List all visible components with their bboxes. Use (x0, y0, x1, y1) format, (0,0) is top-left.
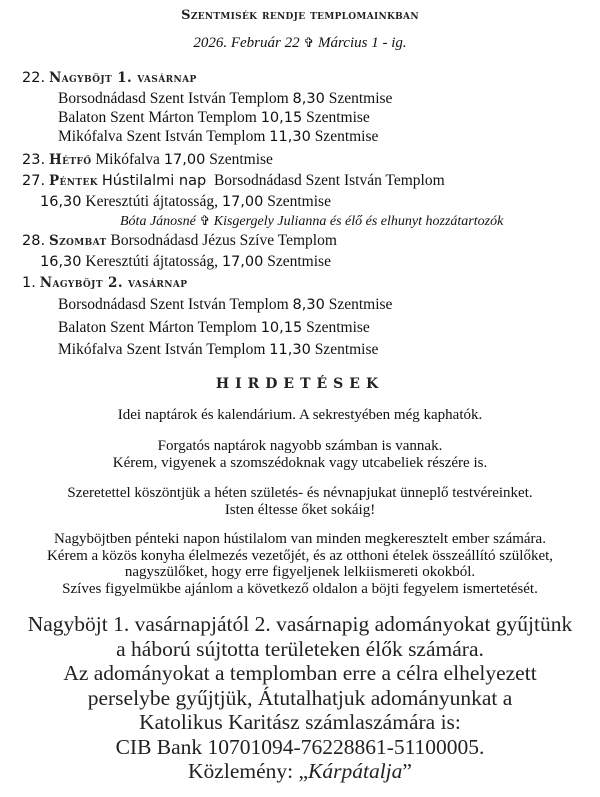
mass-entry (58, 295, 392, 315)
mass-time: 11,30 (269, 129, 311, 145)
schedule-day-1 (22, 273, 187, 293)
announcement-line: Idei naptárok és kalendárium. A sekrestyében még kaphatók. (117, 407, 483, 423)
donation-line: Az adományokat a templomban erre a célra elhelyezett (63, 661, 537, 685)
mass-label: Szentmise (267, 253, 331, 270)
announcement (0, 407, 600, 424)
mass-time: 11,30 (269, 342, 311, 358)
donation-line: Nagyböjt 1. vasárnapjától 2. vasárnapig adományokat gyűjtünk (27, 612, 573, 636)
donation-memo (0, 759, 600, 784)
day-name: Nagyböjt 2. vasárnap (39, 275, 188, 291)
schedule-day-27 (22, 171, 445, 191)
mass-time: 8,30 (292, 297, 325, 313)
announcement-line: Isten éltesse őket sokáig! (224, 501, 376, 518)
mass-label: Keresztúti ájtatosság, (85, 193, 218, 210)
mass-time: 10,15 (260, 110, 303, 126)
mass-entry (40, 252, 331, 272)
day-number: 27. (22, 173, 46, 189)
day-name: Hétfő (48, 152, 92, 168)
memo-close: ” (402, 759, 412, 783)
mass-entry (58, 340, 378, 360)
date-from: 2026. Február 22 (193, 35, 300, 51)
page-title: Szentmisék rendje templomainkban (181, 8, 419, 23)
day-name: Szombat (48, 233, 107, 249)
day-note: Hústilalmi nap (101, 173, 207, 189)
mass-place: Mikófalva (95, 151, 160, 168)
announcement (0, 438, 600, 471)
mass-time: 17,00 (221, 194, 264, 210)
mass-intention (120, 211, 503, 232)
day-name: Péntek (48, 173, 98, 189)
donation-line: Katolikus Karitász számlaszámára is: (139, 710, 461, 734)
mass-label: Szentmise (209, 151, 273, 168)
donation-notice (0, 612, 600, 784)
date-range (0, 35, 600, 52)
mass-place: Borsodnádasd Szent István Templom (213, 172, 445, 189)
mass-entry (58, 108, 370, 128)
mass-label: Szentmise (267, 193, 331, 210)
announcement-line: Kérem, vigyenek a szomszédoknak vagy utcabeliek részére is. (112, 454, 488, 471)
day-number: 23. (22, 152, 46, 168)
mass-place: Borsodnádasd Szent István Templom (58, 90, 289, 107)
schedule-day-22 (22, 68, 197, 88)
bank-account: CIB Bank 10701094-76228861-51100005. (115, 734, 485, 759)
announcement (0, 485, 600, 518)
announcement-line: Nagyböjtben pénteki napon hústilalom van minden megkeresztelt ember számára. (54, 531, 546, 547)
day-number: 1. (22, 275, 36, 291)
memo-label: Közlemény: „ (188, 759, 309, 783)
memo-value: Kárpátalja (308, 759, 403, 783)
announcement-line: Forgatós naptárok nagyobb számban is vannak. (157, 438, 443, 454)
mass-label: Szentmise (328, 90, 393, 107)
announcement (0, 531, 600, 597)
mass-place: Mikófalva Szent István Templom (58, 341, 266, 358)
mass-label: Szentmise (306, 109, 370, 126)
mass-place: Borsodnádasd Jézus Szíve Templom (110, 232, 337, 249)
announcement-line: Szeretettel köszöntjük a héten születés- és névnapjukat ünneplő testvéreinket. (67, 485, 533, 501)
day-name: Nagyböjt 1. vasárnap (48, 70, 197, 86)
mass-label: Szentmise (314, 341, 379, 358)
cross-icon: ✞ (303, 35, 315, 50)
donation-line: a háború sújtotta területeken élők számára. (116, 636, 484, 661)
mass-place: Mikófalva Szent István Templom (58, 128, 266, 145)
mass-place: Balaton Szent Márton Templom (58, 319, 257, 336)
day-number: 22. (22, 70, 46, 86)
mass-place: Balaton Szent Márton Templom (58, 109, 257, 126)
day-number: 28. (22, 233, 46, 249)
date-to: Március 1 - ig. (318, 35, 407, 51)
schedule-day-28 (22, 231, 337, 251)
mass-label: Szentmise (306, 319, 370, 336)
cross-icon: ✞ (199, 213, 211, 228)
mass-entry (40, 192, 331, 212)
mass-label: Szentmise (328, 296, 393, 313)
mass-time: 16,30 (40, 194, 82, 210)
announcement-line: Szíves figyelmükbe ajánlom a következő oldalon a böjti fegyelem ismertetését. (62, 580, 538, 597)
schedule-day-23 (22, 150, 273, 170)
mass-entry (58, 318, 370, 338)
announcement-line: nagyszülőket, hogy erre figyeljenek lelkiismereti okokból. (124, 564, 476, 580)
mass-time: 17,00 (163, 152, 206, 168)
announcements-heading: HIRDETÉSEK (215, 376, 385, 392)
mass-label: Szentmise (314, 128, 379, 145)
donation-line: perselybe gyűjtjük, Átutalhatjuk adományunkat a (87, 685, 513, 710)
mass-entry (58, 89, 392, 109)
mass-time: 10,15 (260, 320, 303, 336)
intention-name: Bóta Jánosné (120, 214, 196, 229)
mass-time: 16,30 (40, 254, 82, 270)
announcement-line: Kérem a közös konyha élelmezés vezetőjét, és az otthoni ételek összeállító szülőket, (46, 547, 554, 564)
intention-text: Kisgergely Julianna és élő és elhunyt hozzátartozók (213, 214, 504, 229)
mass-entry (58, 127, 378, 147)
mass-time: 8,30 (292, 91, 325, 107)
mass-label: Keresztúti ájtatosság, (85, 253, 218, 270)
mass-place: Borsodnádasd Szent István Templom (58, 296, 289, 313)
mass-time: 17,00 (221, 254, 264, 270)
